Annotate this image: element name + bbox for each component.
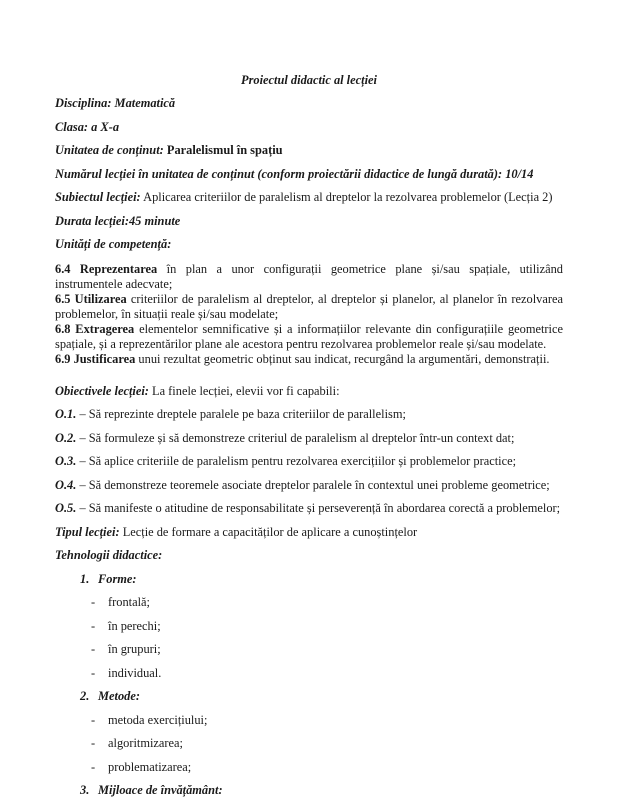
lesson-type — [55, 524, 563, 548]
header-field-label: Unitatea de conținut: — [55, 143, 164, 157]
technology-item-text: metoda exercițiului; — [108, 712, 208, 727]
header-field — [55, 95, 563, 119]
technology-list-item — [91, 712, 563, 736]
document-title: Proiectul didactic al lecției — [241, 73, 377, 87]
objective-code: O.3. — [55, 454, 77, 468]
lesson-type-value: Lecție de formare a capacităților de aplicare a cunoștințelor — [122, 524, 418, 539]
header-field-label: Numărul lecției în unitatea de conținut (conform proiectării didactice de lungă durată): 10/14 — [55, 166, 534, 181]
technology-section-label: Forme: — [98, 571, 137, 586]
technology-section-title — [80, 571, 563, 595]
bullet-dash-icon: - — [91, 595, 96, 609]
technology-list-item — [91, 594, 563, 618]
competence-text: în plan a unor configurații geometrice plane și/sau spațiale, utilizând instrumentele adecvate; — [55, 261, 563, 291]
objectives-intro-text: La finele lecției, elevii vor fi capabili: — [152, 383, 340, 398]
header-field-label: Durata lecției:45 minute — [55, 213, 181, 228]
objective-code: O.1. — [55, 407, 77, 421]
technology-section-number: 3. — [80, 783, 90, 797]
document-page — [55, 72, 563, 806]
objective-item — [55, 406, 563, 430]
competence-code: 6.9 Justificarea — [55, 351, 136, 366]
competence-text: criteriilor de paralelism al dreptelor, al dreptelor și planelor, al planelor în rezolvarea problemelor, în situații reale și/sau modelate; — [55, 291, 563, 321]
objective-item — [55, 500, 563, 524]
objectives-intro — [55, 383, 563, 407]
technology-list-item — [91, 641, 563, 665]
objective-text: – Să formuleze și să demonstreze criteriul de paralelism al dreptelor într-un context dat; — [79, 430, 515, 445]
objective-item — [55, 477, 563, 501]
competence-code: 6.5 Utilizarea — [55, 291, 127, 306]
bullet-dash-icon: - — [91, 736, 96, 750]
bullet-dash-icon: - — [91, 759, 96, 774]
objectives-list — [55, 406, 563, 524]
technology-section-label: Metode: — [98, 689, 140, 703]
competence-code: 6.8 Extragerea — [55, 321, 135, 336]
objective-code: O.2. — [55, 430, 77, 445]
competence-item — [55, 322, 563, 352]
technology-item-text: în perechi; — [108, 618, 161, 633]
technology-item-text: individual. — [108, 665, 162, 680]
header-field-value: Aplicarea criteriilor de paralelism al dreptelor la rezolvarea problemelor (Lecția 2) — [143, 190, 553, 204]
header-field — [55, 189, 563, 213]
header-field — [55, 236, 563, 260]
competences-list — [55, 262, 563, 367]
bullet-dash-icon: - — [91, 665, 96, 680]
objective-text: – Să reprezinte dreptele paralele pe baza criteriilor de parallelism; — [79, 407, 406, 421]
bullet-dash-icon: - — [91, 642, 96, 656]
header-field-label: Unități de competență: — [55, 237, 172, 251]
bullet-dash-icon: - — [91, 712, 96, 727]
technology-section-title — [80, 688, 563, 712]
technology-list-item — [91, 618, 563, 642]
technology-item-text: frontală; — [108, 595, 150, 609]
technology-item-text: în grupuri; — [108, 642, 161, 656]
technologies-heading: Tehnologii didactice: — [55, 548, 163, 562]
objective-code: O.5. — [55, 501, 77, 515]
header-field — [55, 119, 563, 143]
technology-list-item — [91, 665, 563, 689]
technology-section-title — [80, 782, 563, 806]
header-field — [55, 142, 563, 166]
bullet-dash-icon: - — [91, 618, 96, 633]
technology-section-number: 2. — [80, 689, 90, 703]
header-field-label: Subiectul lecției: — [55, 190, 141, 204]
competence-item — [55, 262, 563, 292]
lesson-type-label: Tipul lecției: — [55, 524, 120, 539]
header-fields — [55, 95, 563, 260]
technology-item-text: algoritmizarea; — [108, 736, 183, 750]
objective-text: – Să aplice criteriile de paralelism pentru rezolvarea exercițiilor și problemelor practice; — [79, 454, 517, 468]
objective-text: – Să demonstreze teoremele asociate dreptelor paralele în contextul unei probleme geometrice; — [79, 477, 550, 492]
objective-text: – Să manifeste o atitudine de responsabilitate și perseverență în abordarea corectă a problemelor; — [79, 501, 561, 515]
header-field — [55, 213, 563, 237]
objective-code: O.4. — [55, 477, 77, 492]
competence-item — [55, 352, 563, 367]
competence-code: 6.4 Reprezentarea — [55, 261, 158, 276]
technology-list-item — [91, 735, 563, 759]
objective-item — [55, 453, 563, 477]
technology-section-number: 1. — [80, 571, 90, 586]
header-field-label: Clasa: a X-a — [55, 119, 120, 134]
technologies-sections — [55, 571, 563, 806]
competence-text: unui rezultat geometric obținut sau indicat, recurgând la argumentări, demonstrații. — [138, 351, 550, 366]
competence-text: elementelor semnificative și a informațiilor relevante din configurațiile geometrice spațiale, și a reprezentărilor plane ale acestora pentru rezolvarea problemelor reale și/sau modelate. — [55, 321, 563, 351]
header-field — [55, 166, 563, 190]
competence-item — [55, 292, 563, 322]
header-field-value: Paralelismul în spațiu — [166, 143, 283, 157]
technology-item-text: problematizarea; — [108, 759, 192, 774]
objective-item — [55, 430, 563, 454]
header-field-label: Disciplina: Matematică — [55, 96, 176, 110]
technology-section-label: Mijloace de învățământ: — [98, 783, 223, 797]
technology-list-item — [91, 759, 563, 783]
objectives-label: Obiectivele lecției: — [55, 383, 149, 398]
